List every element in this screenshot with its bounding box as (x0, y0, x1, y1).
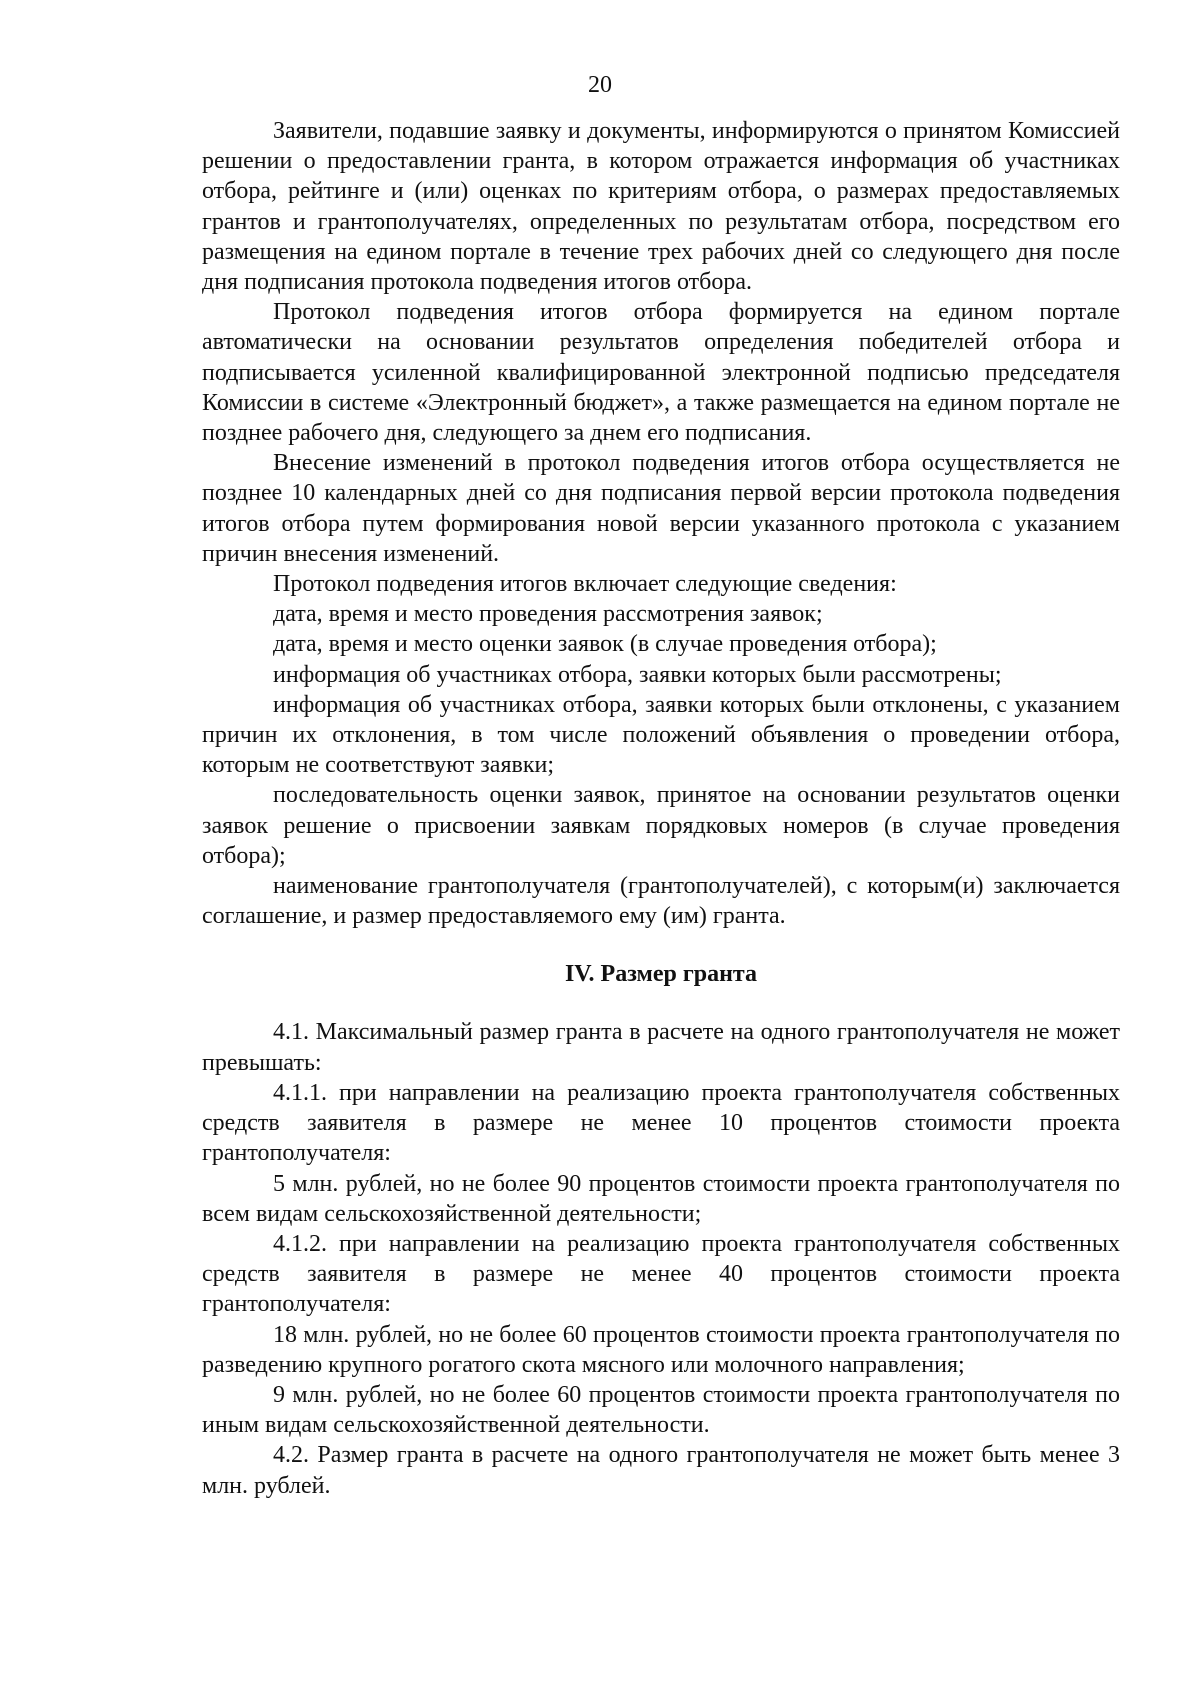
list-item: наименование грантополучателя (грантополучателей), с которым(и) заключается соглашение, и размер предоставляемого ему (им) гранта. (202, 873, 1120, 930)
page-number: 20 (588, 72, 612, 98)
paragraph: 9 млн. рублей, но не более 60 процентов стоимости проекта грантополучателя по иным видам сельскохозяйственной деятельности. (202, 1381, 1120, 1439)
paragraph: 4.1.1. при направлении на реализацию проекта грантополучателя собственных средств заявителя в размере не менее 10 процентов стоимости проекта грантополучателя: (202, 1079, 1120, 1167)
paragraph: 4.2. Размер гранта в расчете на одного грантополучателя не может быть менее 3 млн. рублей. (202, 1442, 1120, 1499)
list-item: информация об участниках отбора, заявки которых были рассмотрены; (273, 661, 1002, 688)
paragraph: Протокол подведения итогов включает следующие сведения: (273, 571, 897, 598)
list-item: дата, время и место оценки заявок (в случае проведения отбора); (273, 631, 937, 658)
paragraph: Внесение изменений в протокол подведения итогов отбора осуществляется не позднее 10 календарных дней со дня подписания первой версии протокола подведения итогов отбора путем формирования новой версии указанного протокола с указанием причин внесения изменений. (202, 450, 1120, 567)
list-item: информация об участниках отбора, заявки которых были отклонены, с указанием причин их отклонения, в том числе положений объявления о проведении отбора, которым не соответствуют заявки; (202, 691, 1120, 779)
section-heading: IV. Размер гранта (564, 961, 758, 988)
paragraph: 4.1.2. при направлении на реализацию проекта грантополучателя собственных средств заявителя в размере не менее 40 процентов стоимости проекта грантополучателя: (202, 1230, 1120, 1318)
list-item: последовательность оценки заявок, принятое на основании результатов оценки заявок решение о присвоении заявкам порядковых номеров (в случае проведения отбора); (202, 782, 1120, 869)
paragraph: 18 млн. рублей, но не более 60 процентов стоимости проекта грантополучателя по разведению крупного рогатого скота мясного или молочного направления; (202, 1321, 1120, 1378)
paragraph: 5 млн. рублей, но не более 90 процентов стоимости проекта грантополучателя по всем видам сельскохозяйственной деятельности; (202, 1170, 1120, 1227)
list-item: дата, время и место проведения рассмотрения заявок; (273, 601, 823, 628)
document-body (202, 116, 1120, 1501)
paragraph: Заявители, подавшие заявку и документы, информируются о принятом Комиссией решении о предоставлении гранта, в котором отражается информация об участниках отбора, рейтинге и (или) оценках по критериям отбора, о размерах предоставляемых грантов и грантополучателях, определенных по результатам отбора, посредством его размещения на едином портале в течение трех рабочих дней со следующего дня после дня подписания протокола подведения итогов отбора. (202, 118, 1120, 296)
paragraph: Протокол подведения итогов отбора формируется на едином портале автоматически на основании результатов определения победителей отбора и подписывается усиленной квалифицированной электронной подписью председателя Комиссии в системе «Электронный бюджет», а также размещается на едином портале не позднее рабочего дня, следующего за днем его подписания. (202, 299, 1120, 447)
paragraph: 4.1. Максимальный размер гранта в расчете на одного грантополучателя не может превышать: (202, 1019, 1120, 1076)
